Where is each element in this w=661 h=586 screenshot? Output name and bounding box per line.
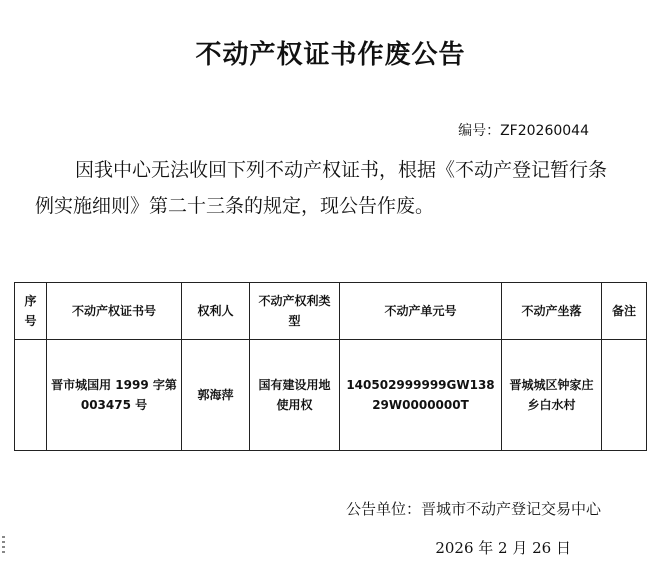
- header-seq: 序号: [15, 283, 47, 340]
- announcement-body: 因我中心无法收回下列不动产权证书，根据《不动产登记暂行条例实施细则》第二十三条的规定，现公告作废。: [35, 159, 608, 217]
- cell-cert-no: 晋市城国用 1999 字第 003475 号: [47, 340, 182, 451]
- cell-location: 晋城城区钟家庄乡白水村: [502, 340, 602, 451]
- page-title: 不动产权证书作废公告: [195, 40, 466, 70]
- header-cert-no: 不动产权证书号: [47, 283, 182, 340]
- header-right-type: 不动产权利类型: [250, 283, 340, 340]
- issuing-unit: 公告单位：晋城市不动产登记交易中心: [345, 500, 601, 518]
- cell-unit-no: 140502999999GW13829W0000000T: [340, 340, 502, 451]
- header-owner: 权利人: [182, 283, 250, 340]
- table-row: [15, 340, 647, 451]
- cell-right-type: 国有建设用地使用权: [250, 340, 340, 451]
- header-unit-no: 不动产单元号: [340, 283, 502, 340]
- cell-remark: [602, 340, 647, 451]
- document-number: 编号：ZF20260044: [458, 123, 589, 139]
- cell-seq: [15, 340, 47, 451]
- cell-owner: 郭海萍: [182, 340, 250, 451]
- table-header-row: [15, 283, 647, 340]
- certificate-table: [14, 282, 647, 451]
- header-remark: 备注: [602, 283, 647, 340]
- page-edge-marker: [2, 536, 5, 556]
- issue-date: 2026 年 2 月 26 日: [435, 539, 571, 557]
- header-location: 不动产坐落: [502, 283, 602, 340]
